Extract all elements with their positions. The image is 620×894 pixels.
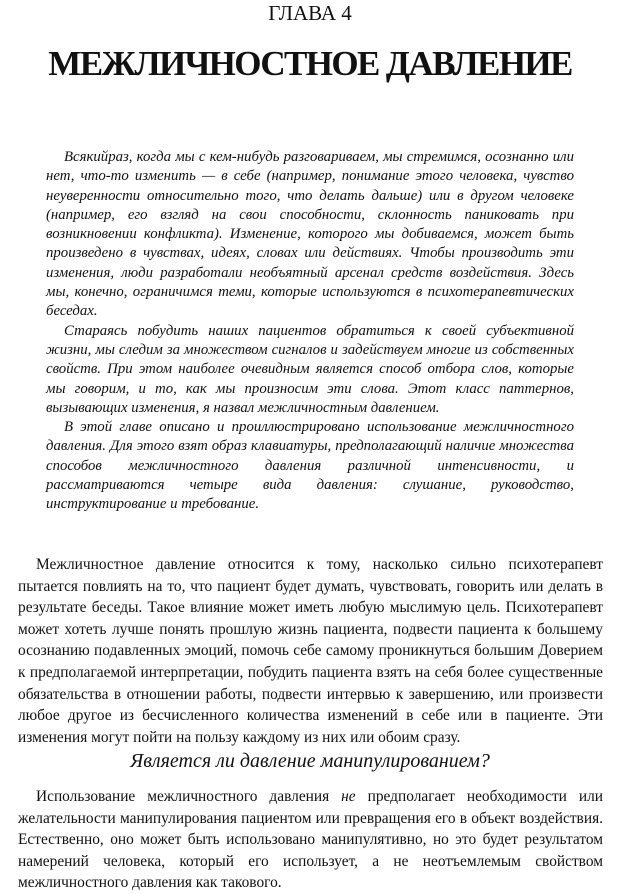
body-section-manipulation [18,786,603,894]
body-paragraph: Межличностное давление относится к тому, насколько сильно психотерапевт пытается повлиять на то, что пациент будет думать, чувствовать, говорить или делать в результате беседы. Такое влияние может иметь любую мыслимую цель. Психотерапевт может хотеть лучше понять прошлую жизнь пациента, подвести пациента к большему осознанию подавленных эмоций, помочь себе самому проникнуться большим Доверием к предполагаемой интерпретации, побудить пациента взять на себя более существенные обязательства в отношении работы, подвести интервью к завершению, или произвести любое другое из бесчисленного количества изменений в себе или в пациенте. Эти изменения могут пойти на пользу каждому из них или обоим сразу. [18,556,603,746]
chapter-title: МЕЖЛИЧНОСТНОЕ ДАВЛЕНИЕ [48,44,572,83]
body-paragraph [18,786,603,894]
body-section-intro [18,554,603,748]
text-run: предполагает необходимости или желательности манипулирования пациентом или превращения его в объект воздействия. Естественно, оно может быть использовано манипулятивно, но это будет результатом намерений человека, который его использует, а не неотъемлемым свойством межличностного давления как такового. [18,788,603,892]
section-heading: Является ли давление манипулированием? [130,750,490,772]
abstract-paragraph: Стараясь побудить наших пациентов обратиться к своей субъективной жизни, мы следим за множеством сигналов и задействуем многие из собственных свойств. При этом наиболее очевидным является способ отбора слов, которые мы говорим, и то, как мы произносим эти слова. Этот класс паттернов, вызывающих изменения, я назвал межличностным давлением. [46,322,574,416]
chapter-abstract [46,148,574,515]
emphasis-text: не [341,788,356,805]
text-run: Использование межличностного давления [36,788,342,805]
chapter-label: ГЛАВА 4 [268,1,352,25]
abstract-paragraph: Всякийраз, когда мы с кем-нибудь разговариваем, мы стремимся, осознанно или нет, что-то изменить — в себе (например, понимание этого человека, чувство неуверенности относительно того, что делать дальше) или в другом человеке (например, его взгляд на свои способности, склонность паниковать при возникновении конфликта). Изменение, которого мы добиваемся, может быть произведено в чувствах, идеях, словах или действиях. Чтобы производить эти изменения, люди разработали необъятный арсенал средств воздействия. Здесь мы, конечно, ограничимся теми, которые используются в психотерапевтических беседах. [46,149,574,320]
abstract-paragraph: В этой главе описано и проиллюстрировано использование межличностного давления. Для этого взят образ клавиатуры, предполагающий наличие множества способов межличностного давления различной интенсивности, и рассматриваются четыре вида давления: слушание, руководство, инструктирование и требование. [46,419,574,513]
